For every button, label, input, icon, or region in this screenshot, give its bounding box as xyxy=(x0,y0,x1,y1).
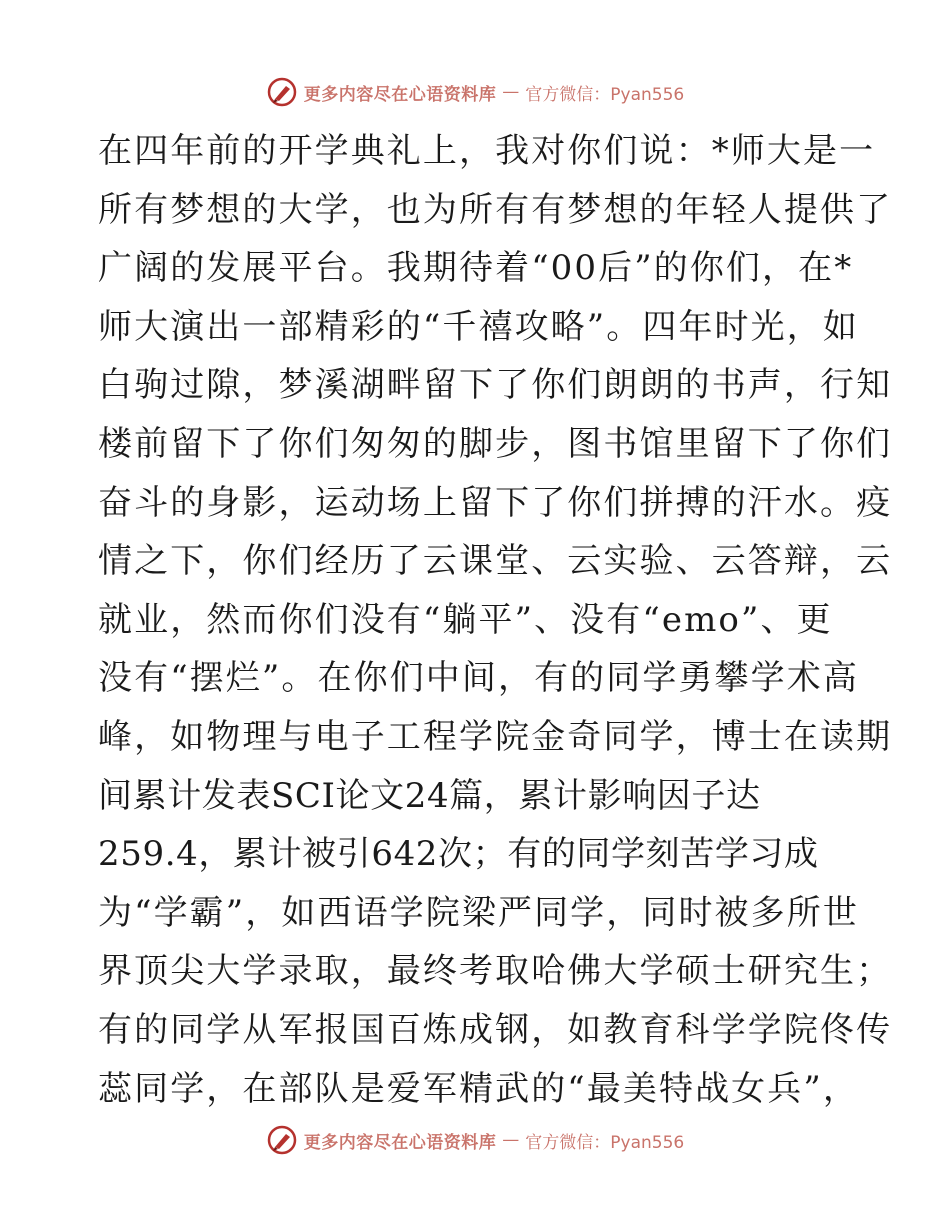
header-banner-dash: — xyxy=(502,82,520,102)
document-body xyxy=(98,122,893,1118)
pen-nib-logo-icon xyxy=(266,1124,298,1156)
header-banner-title: 更多内容尽在心语资料库 xyxy=(303,84,497,105)
pen-nib-logo-icon xyxy=(266,76,298,108)
body-line: 楼前留下了你们匆匆的脚步，图书馆里留下了你们 xyxy=(98,423,893,464)
body-line: 就业，然而你们没有“躺平”、没有“emo”、更 xyxy=(98,599,833,640)
body-line: 师大演出一部精彩的“千禧攻略”。四年时光，如 xyxy=(98,306,859,347)
body-line: 没有“摆烂”。在你们中间，有的同学勇攀学术高 xyxy=(98,658,859,699)
body-line: 界顶尖大学录取，最终考取哈佛大学硕士研究生； xyxy=(98,951,893,992)
body-line: 所有梦想的大学，也为所有有梦想的年轻人提供了 xyxy=(98,189,893,230)
body-line: 白驹过隙，梦溪湖畔留下了你们朗朗的书声，行知 xyxy=(98,365,893,406)
body-line: 为“学霸”，如西语学院梁严同学，同时被多所世 xyxy=(98,892,859,933)
footer-banner-dash: — xyxy=(502,1130,520,1150)
body-line: 峰，如物理与电子工程学院金奇同学，博士在读期 xyxy=(98,716,893,757)
footer-banner-title: 更多内容尽在心语资料库 xyxy=(303,1132,497,1153)
footer-banner-contact: 官方微信：Pyan556 xyxy=(525,1132,685,1153)
body-line: 情之下，你们经历了云课堂、云实验、云答辩，云 xyxy=(98,541,893,582)
body-line: 在四年前的开学典礼上，我对你们说：*师大是一 xyxy=(98,131,876,171)
body-line: 广阔的发展平台。我期待着“00后”的你们，在* xyxy=(98,248,854,289)
footer-banner xyxy=(0,1120,950,1160)
body-line: 奋斗的身影，运动场上留下了你们拼搏的汗水。疫 xyxy=(98,482,893,523)
body-line: 间累计发表SCI论文24篇，累计影响因子达 xyxy=(98,775,761,816)
header-banner-contact: 官方微信：Pyan556 xyxy=(525,84,685,105)
body-line: 259.4，累计被引642次；有的同学刻苦学习成 xyxy=(98,834,819,875)
body-line: 蕊同学，在部队是爱军精武的“最美特战女兵”， xyxy=(98,1068,859,1109)
body-line: 有的同学从军报国百炼成钢，如教育科学学院佟传 xyxy=(98,1009,893,1050)
header-banner xyxy=(0,72,950,112)
